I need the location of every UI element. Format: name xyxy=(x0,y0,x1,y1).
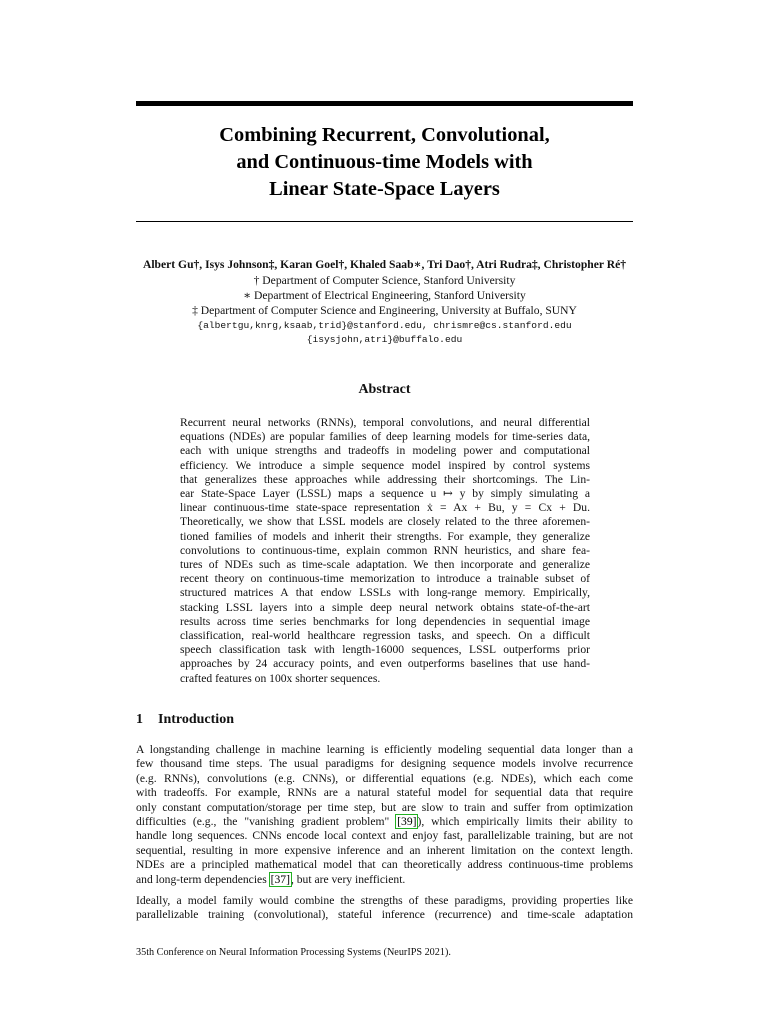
text-line: recent theory on continuous-time memorization to introduce a trainable subset of xyxy=(180,572,590,586)
text-line: classification, real-world healthcare regression tasks, and speech. On a difficult xyxy=(180,629,590,643)
text-line: equations (NDEs) are popular families of deep learning models for time-series data, xyxy=(180,430,590,444)
citation-link[interactable]: [39] xyxy=(397,815,417,829)
citation-link[interactable]: [37] xyxy=(270,872,290,886)
abstract-body xyxy=(180,416,590,686)
text-line: stacking LSSL layers into a simple deep neural network obtains state-of-the-art xyxy=(180,600,590,614)
text-line: ear State-Space Layer (LSSL) maps a sequence u ↦ y by simply simulating a xyxy=(180,487,590,501)
intro-paragraph xyxy=(136,743,633,887)
text-line: sequential, resulting in more expensive inference and an inherent limitation on the context length. xyxy=(136,843,633,857)
text-line: handle long sequences. CNNs encode local context and enjoy fast, parallelizable training, but are not xyxy=(136,829,633,843)
text-line: speech classification task with length-16000 sequences, LSSL outperforms prior xyxy=(180,643,590,657)
text-line: difficulties (e.g., the "vanishing gradient problem" [39]), which empirically limits their ability to xyxy=(136,815,633,829)
conference-footnote: 35th Conference on Neural Information Processing Systems (NeurIPS 2021). xyxy=(136,947,451,958)
text-line: structured matrices A that endow LSSLs with long-range memory. Empirically, xyxy=(180,586,590,600)
text-line: parallelizable training (convolutional), stateful inference (recurrence) and time-scale adaptation xyxy=(136,908,633,922)
text-line: tioned families of models and inherit their strengths. For example, they generalize xyxy=(180,529,590,543)
text-line: that generalizes these approaches while addressing their shortcomings. The Lin- xyxy=(180,472,590,486)
text-line: few thousand time steps. The usual paradigms for designing sequence models involve recurrence xyxy=(136,757,633,771)
top-rule xyxy=(136,101,633,106)
author-list: Albert Gu†, Isys Johnson‡, Karan Goel†, Khaled Saab∗, Tri Dao†, Atri Rudra‡, Christopher Ré† xyxy=(142,258,627,271)
text-line: tures of NDEs such as time-scale adaptation. We then incorporate and generalize xyxy=(180,558,590,572)
text-line: crafted features on 100x shorter sequences. xyxy=(180,671,381,685)
text-line: Ideally, a model family would combine the strengths of these paradigms, providing properties like xyxy=(136,894,633,907)
text-line: Theoretically, we show that LSSL models are closely related to the three aforemen- xyxy=(180,515,590,529)
text-line: linear continuous-time state-space representation ẋ = Ax + Bu, y = Cx + Du. xyxy=(180,501,590,515)
affiliation: ∗ Department of Electrical Engineering, Stanford University xyxy=(243,289,526,302)
text-line: and long-term dependencies [37], but are very inefficient. xyxy=(136,872,406,886)
text-line: approaches by 24 accuracy points, and even outperforms baselines that use hand- xyxy=(180,657,590,671)
title-line: and Continuous-time Models with xyxy=(236,151,533,173)
text-line: A longstanding challenge in machine learning is efficiently modeling sequential data longer than a xyxy=(136,743,633,756)
email-line: {albertgu,knrg,ksaab,trid}@stanford.edu, chrismre@cs.stanford.edu xyxy=(197,320,572,331)
text-line: Recurrent neural networks (RNNs), temporal convolutions, and neural differential xyxy=(180,416,590,429)
text-line: convolutions to continuous-time, explain common RNN heuristics, and share fea- xyxy=(180,543,590,557)
intro-paragraph xyxy=(136,894,633,923)
section-number: 1 xyxy=(136,712,143,727)
affiliation: ‡ Department of Computer Science and Engineering, University at Buffalo, SUNY xyxy=(192,304,577,317)
text-line: (e.g. RNNs), convolutions (e.g. CNNs), or differential equations (e.g. NDEs), which each come xyxy=(136,771,633,785)
text-line: NDEs are a principled mathematical model that can theoretically address continuous-time problems xyxy=(136,858,633,872)
text-line: efficiency. We introduce a simple sequence model inspired by control systems xyxy=(180,458,590,472)
abstract-heading: Abstract xyxy=(358,382,411,397)
title-line: Linear State-Space Layers xyxy=(269,178,500,200)
text-line: with tradeoffs. For example, RNNs are a natural stateful model for sequential data that require xyxy=(136,786,633,800)
text-line: results across time series benchmarks for long dependencies in sequential image xyxy=(180,614,590,628)
paper-title xyxy=(136,122,633,203)
text-line: each with unique strengths and tradeoffs in modeling power and computational xyxy=(180,444,590,458)
text-line: only constant computation/storage per time step, but are slow to train and suffer from optimization xyxy=(136,800,633,814)
email-line: {isysjohn,atri}@buffalo.edu xyxy=(306,334,463,345)
affiliation: † Department of Computer Science, Stanford University xyxy=(253,274,516,287)
title-line: Combining Recurrent, Convolutional, xyxy=(219,124,550,146)
section-title: Introduction xyxy=(158,712,234,727)
section-heading xyxy=(136,711,633,729)
title-rule xyxy=(136,221,633,222)
